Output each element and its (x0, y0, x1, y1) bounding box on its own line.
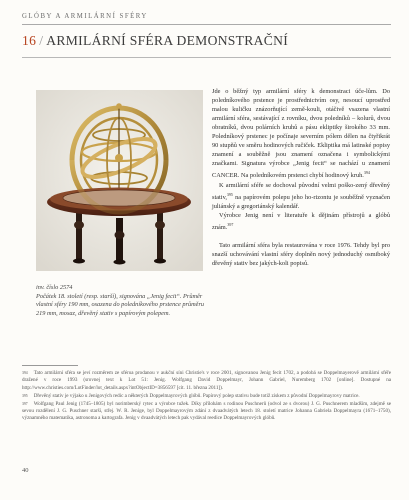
caption-text: Počátek 18. století (resp. starší), signována „Jenig fecit“. Průměr vlastní sféry 190 mm, osazena do poledníkového prstence průměru 219 mm, mosaz, dřevěný stativ s papírovým polepem. (36, 292, 205, 317)
heading-separator: / (39, 33, 44, 48)
footnote-ref-394[interactable]: 394 (363, 170, 370, 176)
footnote-number: 397 (22, 401, 28, 406)
body-paragraph-1 (212, 87, 390, 181)
footnotes (22, 370, 391, 423)
body-paragraph-2-text: K armilární sféře se dochoval původní velmi poško-zený dřevěný stativ, (212, 181, 390, 201)
footnote (22, 370, 391, 392)
section-heading (22, 33, 288, 49)
caption-inventory: inv. číslo 2574 (36, 284, 73, 291)
footnote-text: Dřevěný stativ je výjako u Jenigových redic a některých Doppelmayrových glóbů. Papírový polep stativu bude totiž ziskem z původní Doppelmayrovy matrice. (33, 392, 360, 399)
running-head: GLÓBY A ARMILÁRNÍ SFÉRY (22, 13, 148, 20)
body-paragraph-1-text: Jde o běžný typ armilární sféry k demonstraci úče-lům. Do poledníkového prstence je prostřednictvím osy, nesoucí uprostřed malou kuličku znázorňující země-kouli, otáčivě vsazena vlastní armilární sféra, sestávající z rovníku, dvou poledníků – kolurů, dvou obratníků, dvou polárních kruhů a pásu ekliptiky širokého 33 mm. Poledníkový prstenec je počínaje severním pólem dělen na čtyřikrát 90 stupňů ve směru hodinových ručiček. Ekliptika má latinské popisy znamení a souběžně jsou znamení označena i symbolickými značkami. Signatura výrobce „Jenig fecit“ se nachází u znamení CANCER. Na poledníkovém prstenci chybí hodinový kruh. (212, 88, 390, 180)
body-paragraph-3 (212, 211, 390, 232)
body-paragraph-3-text: Výrobce Jenig není v literatuře k dějinám přístrojů a glóbů znám. (212, 211, 390, 231)
header-rule (22, 24, 391, 25)
footnote-number: 394 (22, 371, 28, 375)
body-paragraph-2-rest: na papírovém polepu jeho ho-rizontu je souběžně vyznačen juliánský a gregoriánský kalendář. (212, 193, 390, 210)
figure-caption (36, 284, 206, 318)
armillary-sphere-photo (36, 90, 203, 271)
footnote-rule (22, 365, 78, 366)
footnote (22, 393, 391, 400)
footnote (22, 401, 391, 423)
footnote-text: Wolfgang Paul Jenig (1745–1805) byl norimberský rytec a výrobce tužek. Díky přílohám s rodinou Puschnerů (odvol ze s dvorou) J. G. Puschnerem mladším, zdejmě se sevou rozdělení J. G. Puschner starší, střej. W. R. Jenige, byl Doppelmayrovým zdání z dvaadvátých letech 18. století matrice Johanna Gabriela Doppelmayra (1671–1750), významného matematika, astronoma a kartografa. Jenig v dvaadvátých letech pak vydával reedice Doppelmayrových glóbů. (22, 400, 391, 422)
footnote-text: Tato armilární sféra se jeví rozměrem ze sféroa prodanou v aukční síni Christie's v roce 2001, signovanou Jenig fecit 1702, a podobá se Doppelmayerově armilární sféře dražené v roce 1993 (srovnej text k Lot 51: Jenig. Wolfgang David Doppelmayr, Johann Gabriel, Nuremberg 1702 [online]. Dostupné na http://www.christies.com/LotFinder/lot_details.aspx?intObjectID=3856597 [cit. 11. března 2011]). (22, 370, 391, 391)
body-paragraph-4-text: Tato armilární sféra byla restaurována v roce 1976. Tehdy byl pro snazší uchovávání vlastní sféry doplněn nový jednoduchý osmiboký dřevěný stativ bez jakých-koli popisů. (212, 242, 390, 268)
body-paragraph-2 (212, 181, 390, 211)
section-title: ARMILÁRNÍ SFÉRA DEMONSTRAČNÍ (46, 33, 289, 48)
body-text (212, 87, 390, 268)
body-paragraph-4 (212, 241, 390, 268)
footnote-ref-397[interactable]: 397 (227, 221, 234, 227)
footnote-ref-395[interactable]: 395 (226, 191, 233, 197)
page-number: 40 (22, 467, 29, 474)
footnote-number: 395 (22, 393, 28, 398)
section-number: 16 (22, 33, 37, 48)
heading-rule (22, 57, 391, 58)
